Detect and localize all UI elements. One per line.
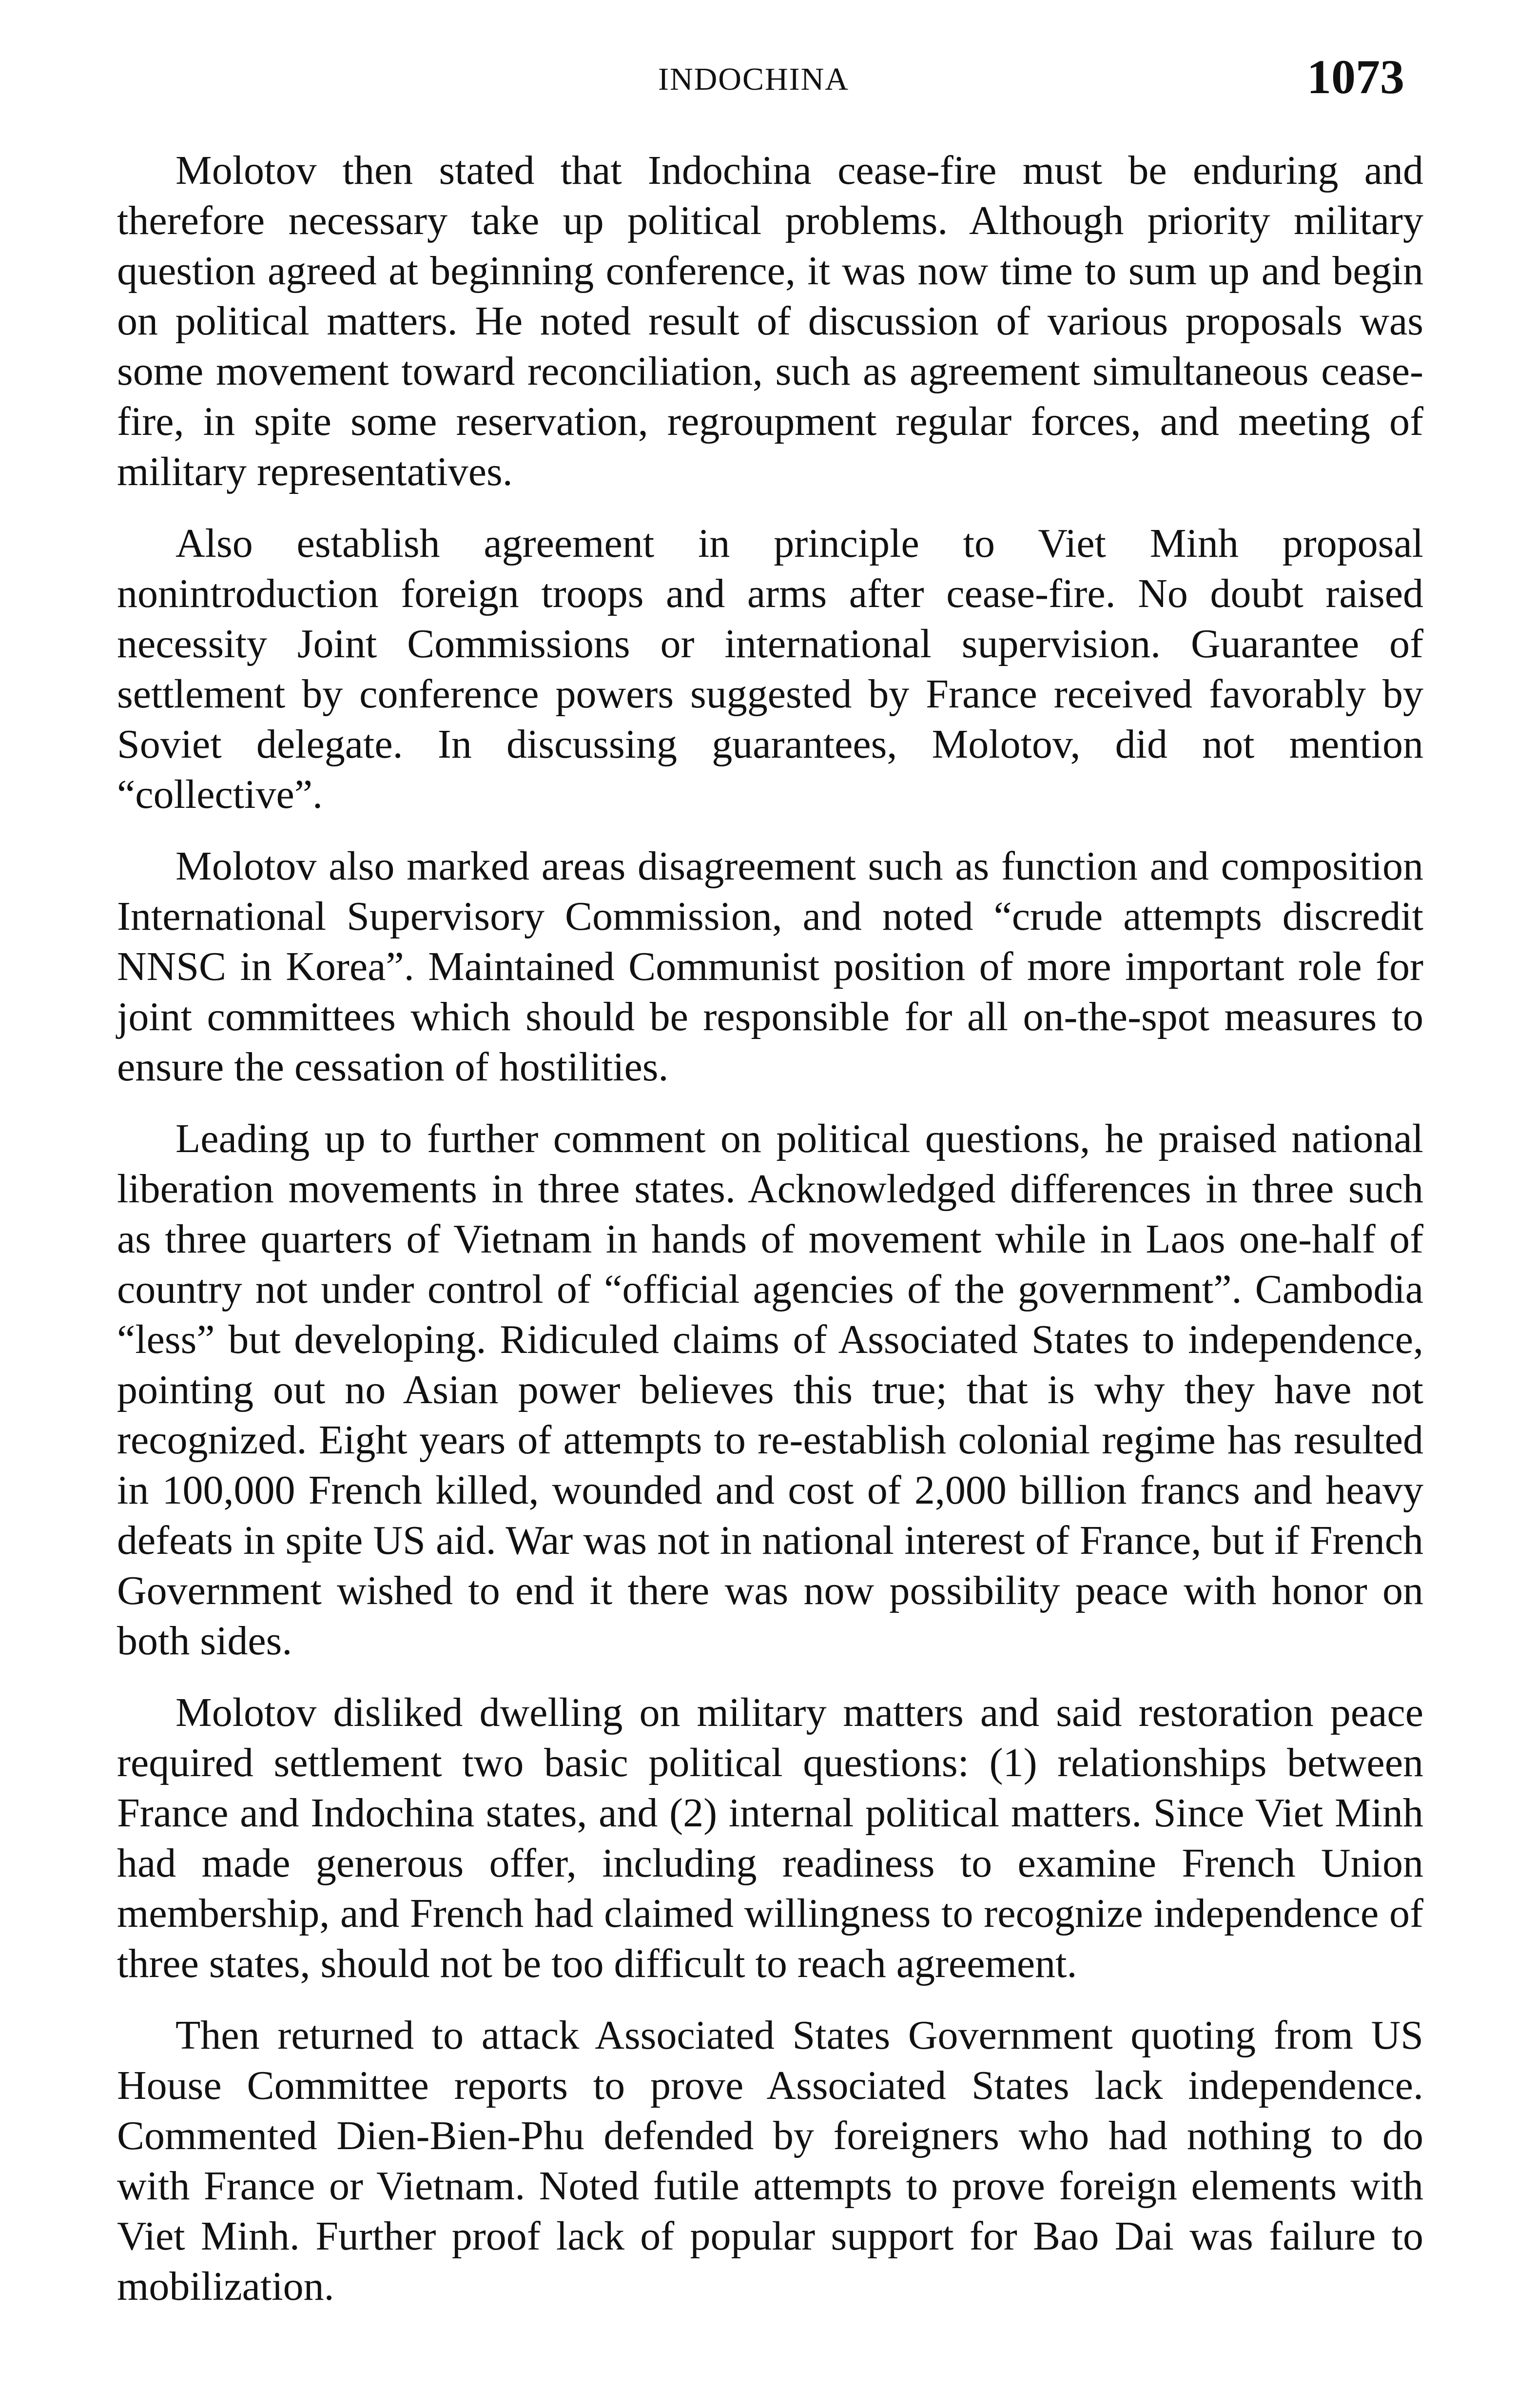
page-number: 1073 (1307, 50, 1404, 104)
paragraph: Molotov then stated that Indochina cease-fire must be enduring and therefore necessary take up political problems. Although priority military question agreed at beginning conference, it was now time to sum up and begin on political matters. He noted result of discussion of various proposals was some movement toward reconciliation, such as agreement simultaneous cease-fire, in spite some reservation, regroupment regular forces, and meeting of military representatives. (117, 148, 1423, 494)
paragraph: Leading up to further comment on political questions, he praised national liberation movements in three states. Acknowledged differences in three such as three quarters of Vietnam in hands of movement while in Laos one-half of country not under control of “official agencies of the government”. Cambodia “less” but developing. Ridiculed claims of Associated States to independence, pointing out no Asian power believes this true; that is why they have not recognized. Eight years of attempts to re-establish colonial regime has resulted in 100,000 French killed, wounded and cost of 2,000 billion francs and heavy defeats in spite US aid. War was not in national interest of France, but if French Government wished to end it there was now possibility peace with honor on both sides. (117, 1116, 1423, 1664)
paragraph: Also establish agreement in principle to Viet Minh proposal nonintroduction foreign troops and arms after cease-fire. No doubt raised necessity Joint Commissions or international supervision. Guarantee of settlement by conference powers suggested by France received favorably by Soviet delegate. In discussing guarantees, Molotov, did not mention “collective”. (117, 521, 1423, 817)
paragraph: Molotov also marked areas disagreement such as function and composition International Supervisory Commission, and noted “crude attempts discredit NNSC in Korea”. Maintained Communist position of more important role for joint committees which should be responsible for all on-the-spot measures to ensure the cessation of hostilities. (117, 843, 1423, 1090)
paragraph: Molotov disliked dwelling on military matters and said restoration peace required settlement two basic political questions: (1) relationships between France and Indochina states, and (2) internal political matters. Since Viet Minh had made generous offer, including readiness to examine French Union membership, and French had claimed willingness to recognize independence of three states, should not be too difficult to reach agreement. (117, 1690, 1423, 1986)
paragraph: Then returned to attack Associated States Government quoting from US House Committee reports to prove Associated States lack independence. Commented Dien-Bien-Phu defended by foreigners who had nothing to do with France or Vietnam. Noted futile attempts to prove foreign elements with Viet Minh. Further proof lack of popular support for Bao Dai was failure to mobilization. (117, 2013, 1423, 2309)
running-head: INDOCHINA (658, 61, 849, 97)
body-text (117, 145, 1423, 2333)
